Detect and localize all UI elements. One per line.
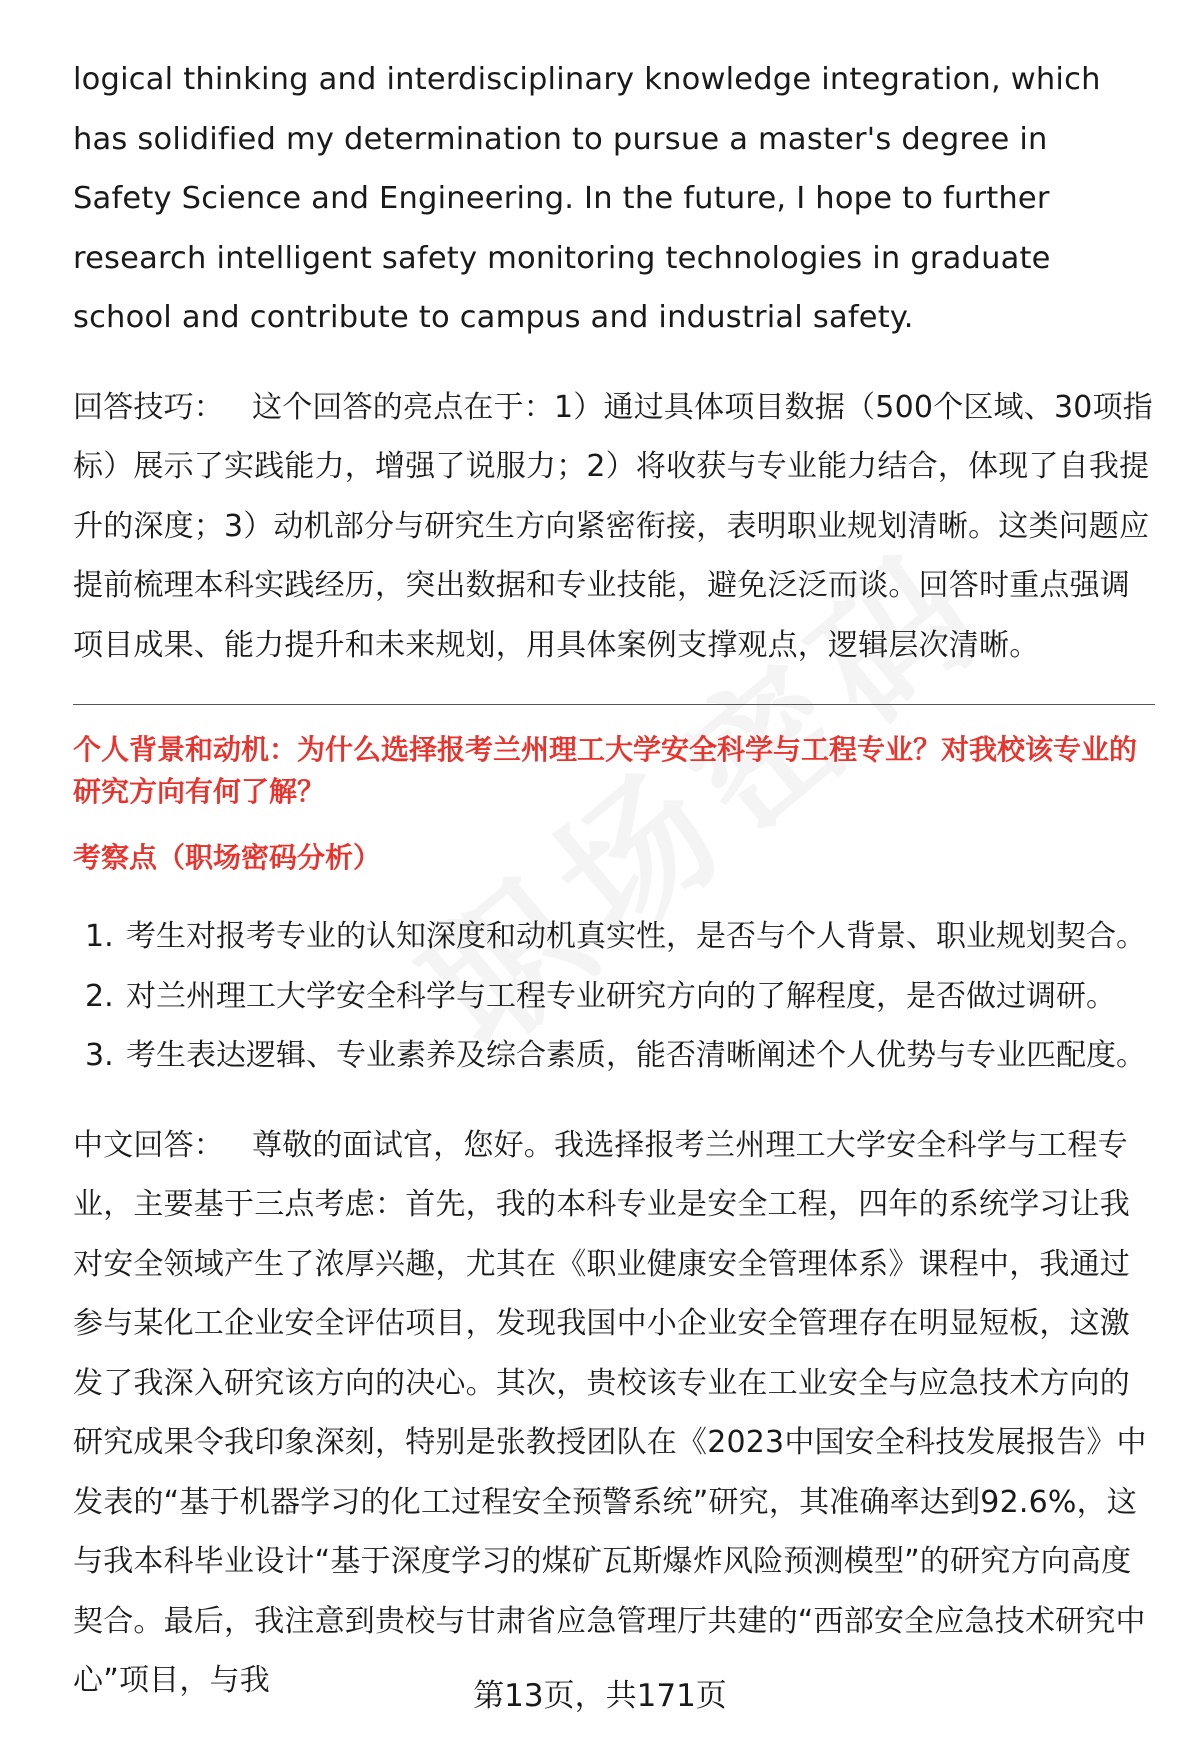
- page-number-footer: 第13页，共171页: [473, 1678, 727, 1714]
- answer-cn-paragraph: [73, 1116, 1155, 1711]
- tips-text: 这个回答的亮点在于：1）通过具体项目数据（500个区域、30项指标）展示了实践能力，增强了说服力；2）将收获与专业能力结合，体现了自我提升的深度；3）动机部分与研究生方向紧密衔接，表明职业规划清晰。这类问题应提前梳理本科实践经历，突出数据和专业技能，避免泛泛而谈。回答时重点强调项目成果、能力提升和未来规划，用具体案例支撑观点，逻辑层次清晰。: [73, 389, 1153, 663]
- answer-cn-label: 中文回答：: [73, 1127, 224, 1163]
- section-divider: [73, 704, 1155, 705]
- assessment-points-list: [73, 907, 1155, 1086]
- question-title: 个人背景和动机：为什么选择报考兰州理工大学安全科学与工程专业？对我校该专业的研究方向有何了解？: [73, 733, 1138, 808]
- answer-cn-text: 尊敬的面试官，您好。我选择报考兰州理工大学安全科学与工程专业，主要基于三点考虑：首先，我的本科专业是安全工程，四年的系统学习让我对安全领域产生了浓厚兴趣，尤其在《职业健康安全管理体系》课程中，我通过参与某化工企业安全评估项目，发现我国中小企业安全管理存在明显短板，这激发了我深入研究该方向的决心。其次，贵校该专业在工业安全与应急技术方向的研究成果令我印象深刻，特别是张教授团队在《2023中国安全科技发展报告》中发表的“基于机器学习的化工过程安全预警系统”研究，其准确率达到92.6%，这与我本科毕业设计“基于深度学习的煤矿瓦斯爆炸风险预测模型”的研究方向高度契合。最后，我注意到贵校与甘肃省应急管理厅共建的“西部安全应急技术研究中心”项目，与我: [73, 1127, 1147, 1698]
- list-item-text: 考生对报考专业的认知深度和动机真实性，是否与个人背景、职业规划契合。: [126, 919, 1146, 954]
- assessment-heading: 考察点（职场密码分析）: [73, 841, 382, 874]
- intro-paragraph-en: logical thinking and interdisciplinary knowledge integration, which has solidified my determination to pursue a master's degree in Safety Science and Engineering. In the future, I hope to further research intelligent safety monitoring technologies in graduate school and contribute to campus and industrial safety.: [73, 62, 1101, 335]
- list-item-number: 3.: [85, 1038, 114, 1073]
- list-item: [73, 967, 1155, 1027]
- list-item: [73, 1026, 1155, 1086]
- tips-label: 回答技巧：: [73, 389, 224, 425]
- list-item-text: 对兰州理工大学安全科学与工程专业研究方向的了解程度，是否做过调研。: [126, 978, 1116, 1014]
- document-page: [73, 50, 1155, 1711]
- list-item-number: 1.: [85, 919, 114, 954]
- tips-paragraph: [73, 378, 1155, 676]
- list-item-text: 考生表达逻辑、专业素养及综合素质，能否清晰阐述个人优势与专业匹配度。: [126, 1038, 1146, 1073]
- list-item: [73, 907, 1155, 967]
- list-item-number: 2.: [85, 978, 114, 1014]
